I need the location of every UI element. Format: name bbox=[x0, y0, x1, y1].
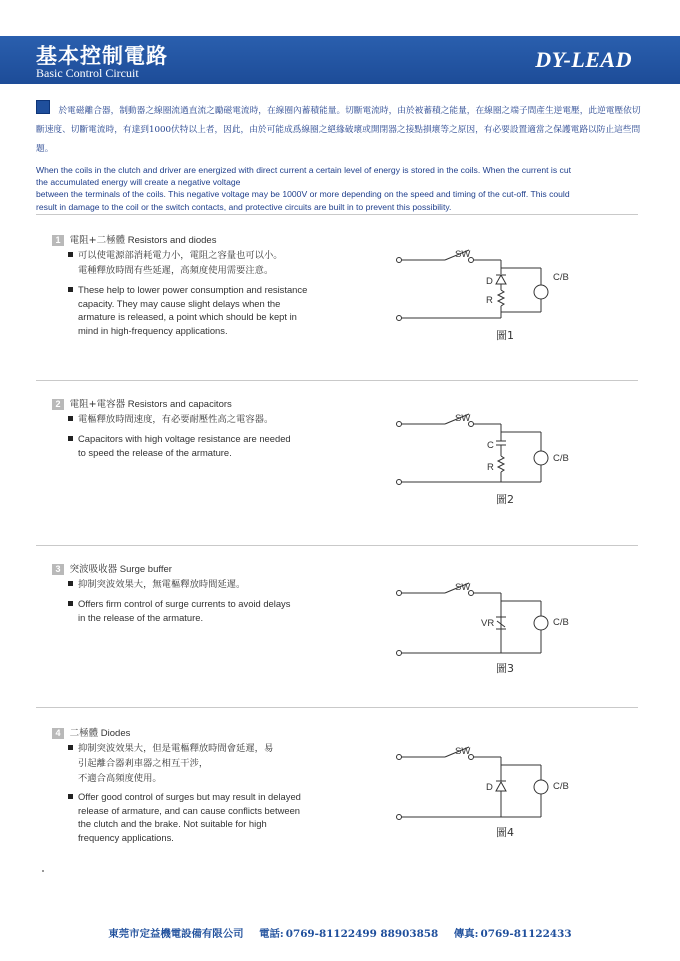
coil-label: C/B bbox=[553, 781, 569, 792]
bullet-en bbox=[68, 283, 307, 338]
bullet-en bbox=[68, 432, 291, 459]
section-heading bbox=[52, 561, 172, 575]
intro-english-line: result in damage to the coil or the switch contacts, and protective circuits are built in to prevent this possibility. bbox=[36, 201, 452, 212]
component-label: C bbox=[487, 440, 494, 451]
bullet-line: the clutch and the brake. Not suitable for high bbox=[78, 818, 267, 830]
bullet-icon bbox=[68, 745, 73, 750]
bullet-line: 可以使電源部消耗電力小，電阻之容量也可以小。 bbox=[68, 249, 283, 264]
section-heading bbox=[52, 396, 232, 410]
bullet-line: 引起離合器剎車器之相互干涉， bbox=[78, 757, 209, 769]
intro-english-line: When the coils in the clutch and driver are energized with direct current a certain level of energy is stored in the coils. When the current is cut bbox=[36, 165, 571, 175]
square-bullet-icon bbox=[36, 100, 50, 114]
bullet-en bbox=[68, 790, 301, 845]
page-header bbox=[0, 0, 680, 92]
bullet-line: mind in high-frequency applications. bbox=[78, 325, 228, 337]
phone-number: 0769-81122499 88903858 bbox=[285, 928, 439, 940]
section-title-en: Diodes bbox=[100, 728, 131, 739]
page-title: 基本控制電路 bbox=[36, 43, 168, 68]
bullet-icon bbox=[68, 287, 73, 292]
bullet-line: Capacitors with high voltage resistance are needed bbox=[68, 432, 291, 446]
coil-label: C/B bbox=[553, 272, 569, 283]
figure-label: 圖4 bbox=[496, 826, 514, 839]
fax-label: 傳真: bbox=[453, 928, 479, 940]
divider bbox=[36, 545, 638, 546]
figure-label: 圖2 bbox=[496, 493, 514, 506]
bullet-line: capacity. They may cause slight delays when the bbox=[78, 297, 281, 309]
intro-english-line: between the terminals of the coils. This negative voltage may be 1000V or more depending on the speed and timing of the cut-off. This could bbox=[36, 189, 570, 200]
bullet-icon bbox=[68, 436, 73, 441]
section-title-en: Resistors and diodes bbox=[127, 235, 217, 246]
circuit-diagram-4 bbox=[391, 737, 631, 852]
bullet-line: 抑制突波效果大，無電樞釋放時間延遲。 bbox=[68, 578, 245, 593]
section-heading bbox=[52, 725, 130, 739]
bullet-line: 電種釋放時間有些延遲，高頻度使用需要注意。 bbox=[78, 264, 274, 276]
coil-label: C/B bbox=[553, 453, 569, 464]
divider bbox=[36, 707, 638, 708]
bullet-line: 電樞釋放時間速度，有必要耐壓性高之電容器。 bbox=[68, 413, 273, 428]
page-footer bbox=[0, 925, 680, 940]
section-heading bbox=[52, 232, 216, 246]
circuit-diagram-2 bbox=[391, 404, 631, 519]
section-number: 3 bbox=[52, 564, 64, 575]
section-number: 4 bbox=[52, 728, 64, 739]
section-title-zh: 突波吸收器 bbox=[69, 564, 118, 575]
bullet-line: 抑制突波效果大，但是電樞釋放時間會延遲，易 bbox=[68, 742, 273, 757]
section-surge-buffer bbox=[36, 561, 642, 681]
divider bbox=[36, 214, 638, 215]
figure-label: 圖3 bbox=[496, 662, 514, 675]
switch-label: SW bbox=[455, 249, 471, 260]
brand-logo: DY-LEAD bbox=[535, 47, 632, 72]
margin-mark bbox=[42, 870, 44, 872]
bullet-line: in the release of the armature. bbox=[78, 611, 204, 623]
component-label: VR bbox=[481, 618, 495, 629]
bullet-icon bbox=[68, 794, 73, 799]
bullet-zh bbox=[68, 413, 273, 428]
bullet-line: These help to lower power consumption and resistance bbox=[68, 283, 307, 297]
fax-number: 0769-81122433 bbox=[480, 928, 572, 940]
section-number: 2 bbox=[52, 399, 64, 410]
bullet-line: frequency applications. bbox=[78, 832, 174, 844]
bullet-icon bbox=[68, 416, 73, 421]
switch-label: SW bbox=[455, 582, 471, 593]
component-label: D bbox=[486, 276, 493, 287]
bullet-line: Offers firm control of surge currents to avoid delays bbox=[68, 597, 290, 611]
component-label: R bbox=[486, 295, 493, 306]
section-title-zh: 電阻+電容器 bbox=[69, 399, 126, 410]
intro-english bbox=[36, 164, 642, 213]
fax-info bbox=[454, 928, 572, 940]
bullet-zh bbox=[68, 742, 273, 786]
intro-block bbox=[36, 100, 642, 213]
component-label: R bbox=[487, 462, 494, 473]
intro-english-line: the accumulated energy will create a negative voltage bbox=[36, 177, 241, 188]
intro-chinese: 於電磁離合器，制動器之線圈流過直流之勵磁電流時，在線圈內蓄積能量。切斷電流時，由於被蓄積之能量，在線圈之端子間產生逆電壓，此逆電壓依切斷速度、切斷電流時，有達到1000伏特以上者，因此，由於可能成爲線圈之絕緣破壞或開閉器之接點損壞等之原因，有必要設置適當之保護電路以防止這些問題。 bbox=[36, 106, 641, 154]
coil-label: C/B bbox=[553, 617, 569, 628]
section-title-en: Surge buffer bbox=[119, 564, 172, 575]
bullet-en bbox=[68, 597, 290, 624]
bullet-zh bbox=[68, 249, 283, 279]
section-number: 1 bbox=[52, 235, 64, 246]
section-diodes bbox=[36, 725, 642, 865]
section-resistors-capacitors bbox=[36, 396, 642, 516]
section-title-zh: 電阻+二極體 bbox=[69, 235, 126, 246]
component-label: D bbox=[486, 782, 493, 793]
bullet-line: release of armature, and can cause conflicts between bbox=[78, 804, 301, 816]
bullet-line: armature is released, a point which should be kept in bbox=[78, 311, 297, 323]
circuit-diagram-1 bbox=[391, 240, 631, 355]
bullet-line: to speed the release of the armature. bbox=[78, 446, 232, 458]
phone-label: 電話: bbox=[259, 928, 284, 940]
bullet-icon bbox=[68, 601, 73, 606]
switch-label: SW bbox=[455, 413, 471, 424]
bullet-line: 不適合高頻度使用。 bbox=[78, 772, 162, 784]
page-subtitle: Basic Control Circuit bbox=[36, 66, 139, 80]
switch-label: SW bbox=[455, 746, 471, 757]
section-resistors-diodes bbox=[36, 232, 642, 352]
section-title-en: Resistors and capacitors bbox=[127, 399, 232, 410]
bullet-line: Offer good control of surges but may result in delayed bbox=[68, 790, 301, 804]
phone-info bbox=[259, 928, 438, 940]
divider bbox=[36, 380, 638, 381]
bullet-zh bbox=[68, 578, 245, 593]
section-title-zh: 二極體 bbox=[69, 728, 99, 739]
bullet-icon bbox=[68, 252, 73, 257]
bullet-icon bbox=[68, 581, 73, 586]
figure-label: 圖1 bbox=[496, 329, 514, 342]
company-name: 東莞市定益機電設備有限公司 bbox=[108, 928, 244, 940]
circuit-diagram-3 bbox=[391, 573, 631, 688]
